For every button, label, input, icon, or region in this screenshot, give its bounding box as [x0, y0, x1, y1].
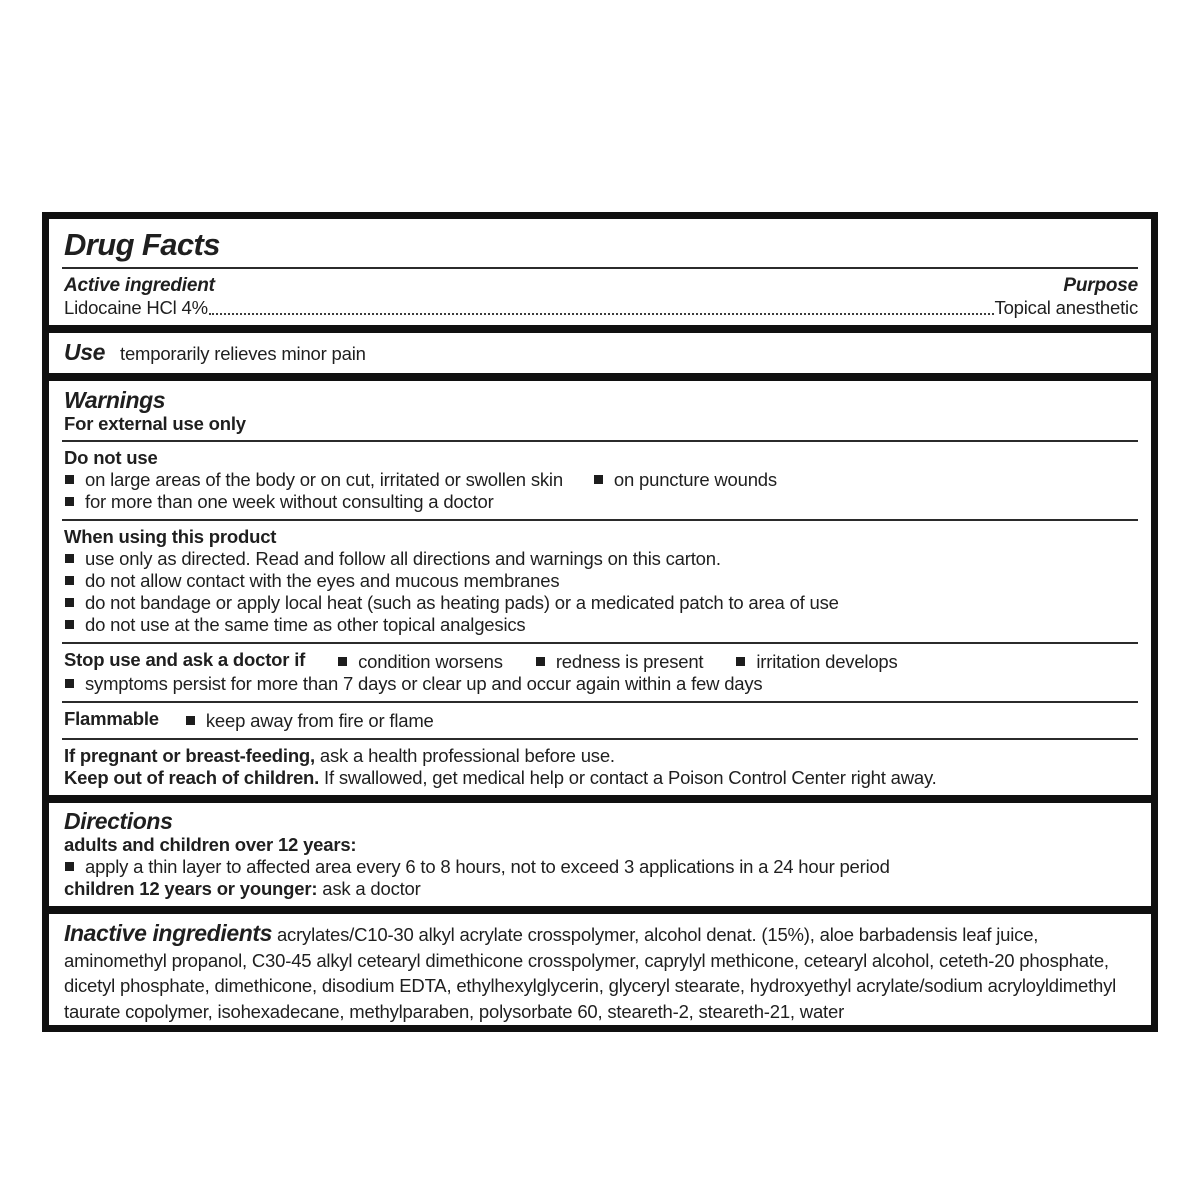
- bullet-item: [185, 710, 434, 732]
- bullet-square-icon: [536, 657, 545, 666]
- section-bar: [49, 795, 1151, 803]
- active-ingredient-heading: Active ingredient: [64, 275, 215, 296]
- children-directions-text: ask a doctor: [317, 878, 421, 899]
- drug-facts-panel: [42, 212, 1158, 1032]
- pregnancy-bold: If pregnant or breast-feeding,: [64, 745, 315, 766]
- section-bar: [49, 325, 1151, 333]
- do-not-use-heading: Do not use: [64, 447, 158, 468]
- directions-section: [49, 803, 1151, 906]
- bullet-text: use only as directed. Read and follow all directions and warnings on this carton.: [85, 548, 721, 569]
- bullet-square-icon: [65, 598, 74, 607]
- bullet-text: redness is present: [555, 651, 704, 672]
- bullet-text: symptoms persist for more than 7 days or clear up and occur again within a few days: [85, 673, 763, 694]
- children-text: If swallowed, get medical help or contact a Poison Control Center right away.: [319, 767, 937, 788]
- bullet-text: do not allow contact with the eyes and mucous membranes: [85, 570, 560, 591]
- stop-use-section: [49, 644, 1151, 701]
- use-section: [49, 333, 1151, 373]
- children-bold: Keep out of reach of children.: [64, 767, 320, 788]
- bullet-item: [64, 570, 1138, 592]
- flammable-section: [49, 703, 1151, 738]
- section-bar: [49, 373, 1151, 381]
- children-directions-bold: children 12 years or younger:: [64, 878, 318, 899]
- bullet-text: keep away from fire or flame: [205, 710, 434, 731]
- bullet-square-icon: [594, 475, 603, 484]
- inactive-text: acrylates/C10-30 alkyl acrylate crosspolymer, alcohol denat. (15%), aloe barbadensis leaf juice, aminomethyl propanol, C30-45 alkyl cetearyl dimethicone crosspolymer, caprylyl methicone, cetearyl alcohol, ceteth-20 phosphate, dicetyl phosphate, dimethicone, disodium EDTA, ethylhexylglycerin, glyceryl stearate, hydroxyethyl acrylate/sodium acryloyldimethyl taurate copolymer, isohexadecane, methylparaben, polysorbate 60, steareth-2, steareth-21, water: [64, 924, 1117, 1022]
- do-not-use-section: [49, 442, 1151, 519]
- bullet-square-icon: [736, 657, 745, 666]
- bullet-square-icon: [65, 862, 74, 871]
- inactive-heading: Inactive ingredients: [64, 920, 273, 946]
- ingredient-row: [64, 297, 1138, 325]
- stop-use-row: [64, 649, 1138, 673]
- bullet-item: [64, 673, 1138, 695]
- bullet-text: do not bandage or apply local heat (such as heating pads) or a medicated patch to area of use: [85, 592, 839, 613]
- bullet-text: on large areas of the body or on cut, irritated or swollen skin: [85, 469, 563, 490]
- section-bar: [49, 906, 1151, 914]
- bullet-square-icon: [186, 716, 195, 725]
- dot-leader: [209, 313, 994, 315]
- bullet-item: [593, 469, 777, 491]
- bullet-square-icon: [65, 554, 74, 563]
- purpose-heading: Purpose: [1063, 275, 1138, 296]
- pregnancy-line: [64, 745, 1138, 767]
- bullet-item: [735, 651, 897, 673]
- flammable-heading: Flammable: [64, 708, 159, 729]
- inactive-ingredients-section: [49, 914, 1151, 1030]
- bullet-item: [64, 491, 1138, 513]
- bullet-text: on puncture wounds: [613, 469, 777, 490]
- bullet-item: [337, 651, 503, 673]
- external-use-subheading: For external use only: [64, 413, 246, 434]
- bullet-item: [64, 469, 563, 491]
- title-block: [49, 219, 1151, 267]
- pregnancy-children-section: [49, 740, 1151, 795]
- bullet-item: [535, 651, 704, 673]
- purpose-value: Topical anesthetic: [994, 297, 1138, 318]
- active-ingredient-header-row: [64, 275, 1138, 297]
- bullet-square-icon: [338, 657, 347, 666]
- children-directions-line: [64, 878, 1138, 900]
- children-line: [64, 767, 1138, 789]
- bullet-square-icon: [65, 475, 74, 484]
- adults-heading: adults and children over 12 years:: [64, 834, 357, 855]
- use-heading: Use: [64, 339, 105, 365]
- active-ingredient-section: [49, 269, 1151, 325]
- panel-title: Drug Facts: [64, 227, 220, 262]
- directions-heading: Directions: [64, 808, 173, 834]
- use-text: temporarily relieves minor pain: [120, 343, 366, 364]
- when-using-heading: When using this product: [64, 526, 277, 547]
- bullet-square-icon: [65, 497, 74, 506]
- warnings-heading: Warnings: [64, 387, 166, 413]
- bullet-square-icon: [65, 679, 74, 688]
- when-using-section: [49, 521, 1151, 642]
- bullet-square-icon: [65, 620, 74, 629]
- bullet-item: [64, 592, 1138, 614]
- stop-use-heading: Stop use and ask a doctor if: [64, 649, 306, 670]
- pregnancy-text: ask a health professional before use.: [314, 745, 615, 766]
- bullet-item: [64, 856, 1138, 878]
- bullet-item: [64, 548, 1138, 570]
- bullet-text: condition worsens: [358, 651, 503, 672]
- do-not-use-row1: [64, 469, 1138, 491]
- bullet-text: do not use at the same time as other topical analgesics: [85, 614, 526, 635]
- ingredient-name: Lidocaine HCl 4%: [64, 297, 208, 318]
- bullet-text: for more than one week without consulting a doctor: [85, 491, 494, 512]
- bullet-item: [64, 614, 1138, 636]
- warnings-header: [49, 381, 1151, 440]
- bullet-square-icon: [65, 576, 74, 585]
- bullet-text: apply a thin layer to affected area every 6 to 8 hours, not to exceed 3 applications in a 24 hour period: [85, 856, 890, 877]
- bullet-text: irritation develops: [756, 651, 898, 672]
